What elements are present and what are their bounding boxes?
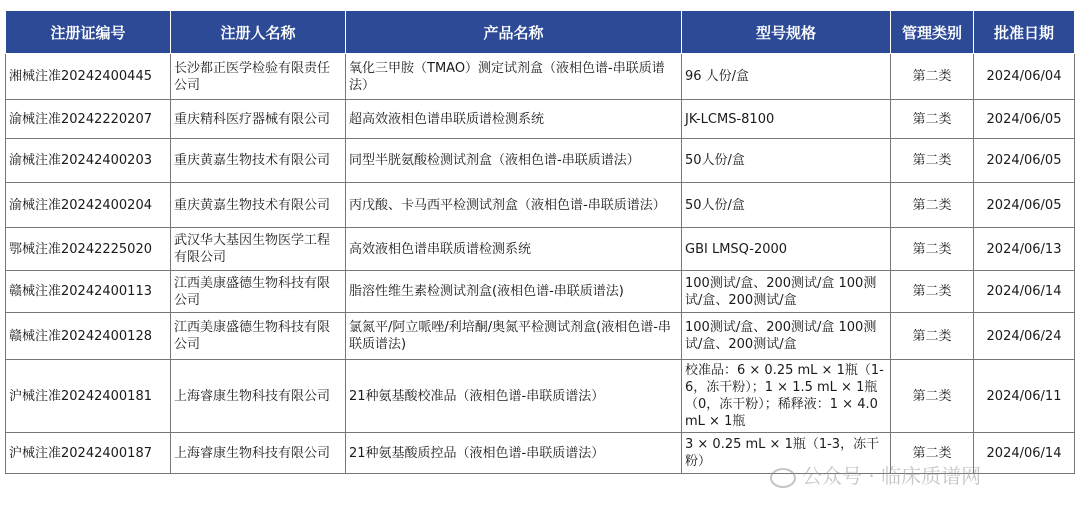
cell-reg-no: 渝械注准20242400203 xyxy=(6,139,171,183)
table-row xyxy=(6,228,1075,271)
cell-product: 氧化三甲胺（TMAO）测定试剂盒（液相色谱-串联质谱法） xyxy=(346,54,682,100)
cell-reg-no: 沪械注准20242400187 xyxy=(6,433,171,474)
cell-spec: JK-LCMS-8100 xyxy=(682,100,891,139)
cell-spec: 100测试/盒、200测试/盒 100测试/盒、200测试/盒 xyxy=(682,271,891,313)
cell-reg-no: 渝械注准20242220207 xyxy=(6,100,171,139)
cell-registrant: 上海睿康生物科技有限公司 xyxy=(171,433,346,474)
cell-category: 第二类 xyxy=(891,54,974,100)
cell-reg-no: 湘械注准20242400445 xyxy=(6,54,171,100)
cell-date: 2024/06/13 xyxy=(974,228,1075,271)
cell-registrant: 重庆黄嘉生物技术有限公司 xyxy=(171,139,346,183)
table-header-row xyxy=(6,11,1075,54)
header-registrant: 注册人名称 xyxy=(171,11,346,54)
watermark-text: 公众号 · 临床质谱网 xyxy=(802,464,982,488)
header-reg-no: 注册证编号 xyxy=(6,11,171,54)
cell-category: 第二类 xyxy=(891,228,974,271)
cell-reg-no: 渝械注准20242400204 xyxy=(6,183,171,228)
cell-reg-no: 鄂械注准20242225020 xyxy=(6,228,171,271)
cell-registrant: 上海睿康生物科技有限公司 xyxy=(171,360,346,433)
header-category: 管理类别 xyxy=(891,11,974,54)
cell-date: 2024/06/05 xyxy=(974,183,1075,228)
header-spec: 型号规格 xyxy=(682,11,891,54)
cell-reg-no: 沪械注准20242400181 xyxy=(6,360,171,433)
cell-date: 2024/06/14 xyxy=(974,433,1075,474)
cell-reg-no: 赣械注准20242400113 xyxy=(6,271,171,313)
cell-product: 脂溶性维生素检测试剂盒(液相色谱-串联质谱法) xyxy=(346,271,682,313)
cell-category: 第二类 xyxy=(891,139,974,183)
cell-date: 2024/06/24 xyxy=(974,313,1075,360)
registration-table xyxy=(5,10,1075,474)
cell-spec: 50人份/盒 xyxy=(682,183,891,228)
header-date: 批准日期 xyxy=(974,11,1075,54)
cell-registrant: 长沙都正医学检验有限责任公司 xyxy=(171,54,346,100)
cell-product: 同型半胱氨酸检测试剂盒（液相色谱-串联质谱法） xyxy=(346,139,682,183)
cell-product: 21种氨基酸质控品（液相色谱-串联质谱法） xyxy=(346,433,682,474)
cell-product: 超高效液相色谱串联质谱检测系统 xyxy=(346,100,682,139)
cell-date: 2024/06/11 xyxy=(974,360,1075,433)
cell-spec: 50人份/盒 xyxy=(682,139,891,183)
cell-spec: 96 人份/盒 xyxy=(682,54,891,100)
cell-product: 丙戊酸、卡马西平检测试剂盒（液相色谱-串联质谱法） xyxy=(346,183,682,228)
cell-category: 第二类 xyxy=(891,360,974,433)
cell-category: 第二类 xyxy=(891,433,974,474)
cell-spec: GBI LMSQ-2000 xyxy=(682,228,891,271)
cell-registrant: 重庆精科医疗器械有限公司 xyxy=(171,100,346,139)
cell-category: 第二类 xyxy=(891,100,974,139)
cell-date: 2024/06/14 xyxy=(974,271,1075,313)
table-row xyxy=(6,271,1075,313)
table-row xyxy=(6,100,1075,139)
cell-spec: 3 × 0.25 mL × 1瓶（1-3，冻干粉） xyxy=(682,433,891,474)
cell-registrant: 江西美康盛德生物科技有限公司 xyxy=(171,271,346,313)
cell-registrant: 江西美康盛德生物科技有限公司 xyxy=(171,313,346,360)
cell-category: 第二类 xyxy=(891,271,974,313)
table-row xyxy=(6,360,1075,433)
cell-date: 2024/06/04 xyxy=(974,54,1075,100)
cell-product: 21种氨基酸校准品（液相色谱-串联质谱法） xyxy=(346,360,682,433)
cell-registrant: 武汉华大基因生物医学工程有限公司 xyxy=(171,228,346,271)
header-product: 产品名称 xyxy=(346,11,682,54)
cell-registrant: 重庆黄嘉生物技术有限公司 xyxy=(171,183,346,228)
cell-spec: 校准品：6 × 0.25 mL × 1瓶（1-6，冻干粉）；1 × 1.5 mL × 1瓶（0，冻干粉）；稀释液：1 × 4.0 mL × 1瓶 xyxy=(682,360,891,433)
cell-category: 第二类 xyxy=(891,183,974,228)
cell-product: 氯氮平/阿立哌唑/利培酮/奥氮平检测试剂盒(液相色谱-串联质谱法) xyxy=(346,313,682,360)
cell-date: 2024/06/05 xyxy=(974,139,1075,183)
table-row xyxy=(6,433,1075,474)
table-row xyxy=(6,139,1075,183)
cell-date: 2024/06/05 xyxy=(974,100,1075,139)
table-row xyxy=(6,313,1075,360)
cell-category: 第二类 xyxy=(891,313,974,360)
table-row xyxy=(6,54,1075,100)
cell-spec: 100测试/盒、200测试/盒 100测试/盒、200测试/盒 xyxy=(682,313,891,360)
cell-reg-no: 赣械注准20242400128 xyxy=(6,313,171,360)
cell-product: 高效液相色谱串联质谱检测系统 xyxy=(346,228,682,271)
table-row xyxy=(6,183,1075,228)
